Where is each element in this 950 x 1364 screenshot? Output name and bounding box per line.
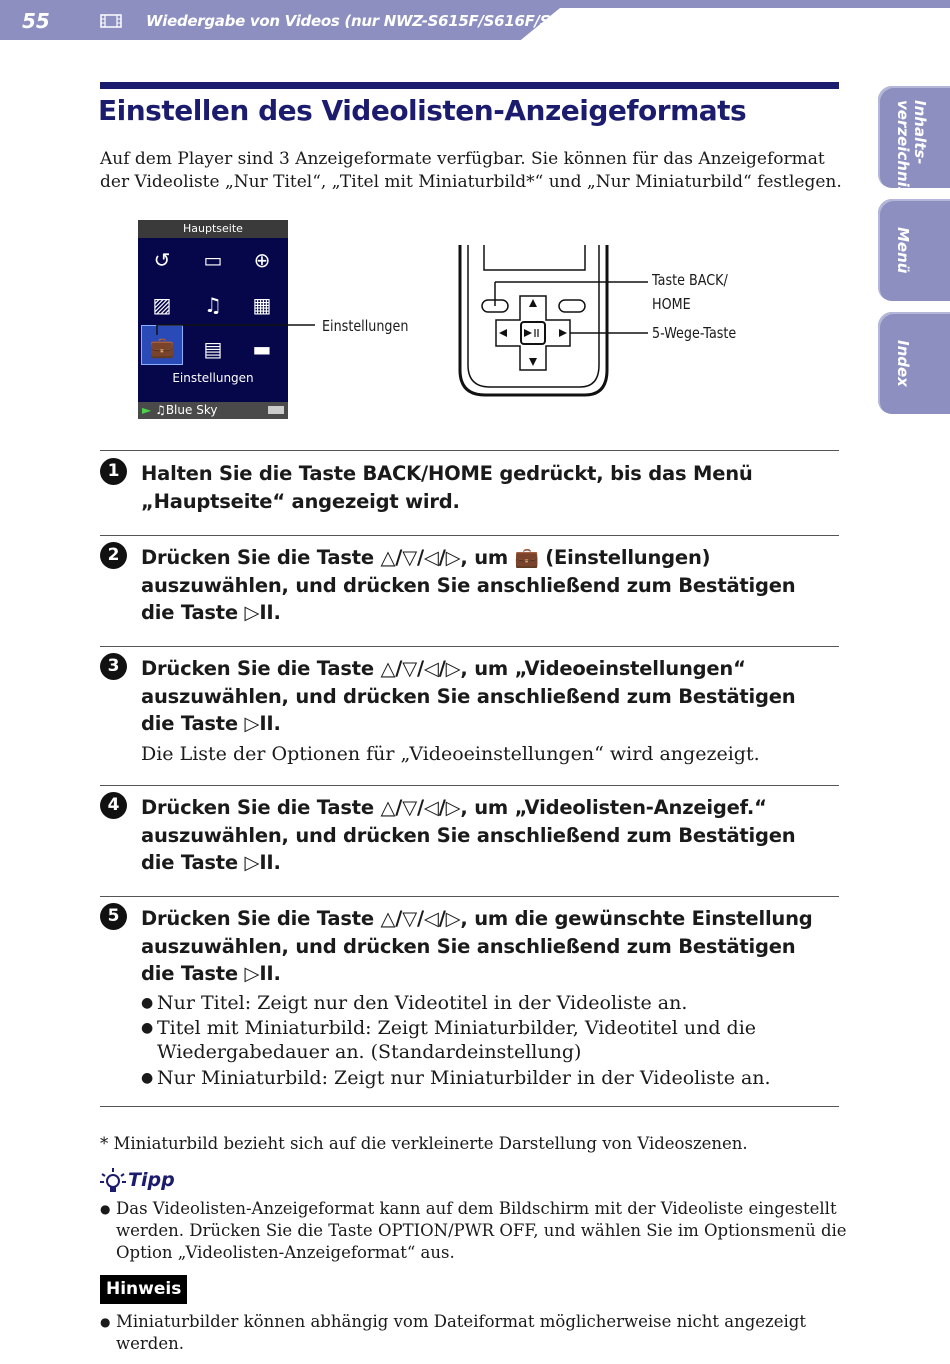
screen-title: Hauptseite bbox=[138, 220, 288, 238]
document-icon: ▤ bbox=[203, 337, 223, 361]
step-number: 3 bbox=[100, 653, 127, 680]
step-text: Halten Sie die Taste BACK/HOME gedrückt, bis das Menü „Hauptseite“ angezeigt wird. bbox=[141, 462, 753, 513]
now-playing-title: Blue Sky bbox=[165, 403, 218, 417]
note-icon: ♫ bbox=[155, 403, 166, 417]
note-label: Hinweis bbox=[100, 1275, 187, 1304]
tip-label: Tipp bbox=[128, 1169, 175, 1191]
step-number: 2 bbox=[100, 542, 127, 569]
list-item: ● Nur Miniaturbild: Zeigt nur Miniaturbilder in der Videoliste an. bbox=[141, 1066, 841, 1091]
fm-radio-icon: ▬ bbox=[252, 337, 272, 361]
callout-back-line2: HOME bbox=[652, 295, 691, 313]
step-divider bbox=[100, 450, 839, 451]
page-number: 55 bbox=[22, 9, 50, 33]
step-text: Drücken Sie die Taste △/▽/◁/▷, um die gewünschte Einstellung auszuwählen, und drücken Sie anschließend zum Bestätigen die Taste ▷II. bbox=[141, 907, 813, 985]
step-number: 4 bbox=[100, 792, 127, 819]
step-divider bbox=[100, 535, 839, 536]
note-text: ● Miniaturbilder können abhängig vom Dateiformat möglicherweise nicht angezeigt werden. bbox=[100, 1311, 856, 1355]
callout-5way: 5-Wege-Taste bbox=[652, 324, 737, 342]
section-divider bbox=[100, 1106, 839, 1107]
tab-index-label: Index bbox=[894, 340, 912, 387]
callout-back-line1: Taste BACK/ bbox=[652, 271, 728, 289]
photo-icon: ▨ bbox=[152, 293, 172, 317]
callout-settings: Einstellungen bbox=[322, 317, 409, 335]
repeat-icon: ↺ bbox=[153, 248, 171, 272]
step-divider bbox=[100, 646, 839, 647]
search-icon: ⊕ bbox=[253, 248, 271, 272]
page-title: Einstellen des Videolisten-Anzeigeformats bbox=[98, 94, 747, 127]
option-list bbox=[141, 991, 841, 1091]
tab-inhaltsverzeichnis-label: Inhalts- verzeichnis bbox=[894, 100, 929, 196]
film-icon: ▦ bbox=[252, 293, 272, 317]
intro-text: Auf dem Player sind 3 Anzeigeformate verfügbar. Sie können für das Anzeigeformat der Videoliste „Nur Titel“, „Titel mit Miniaturbild*“ und „Nur Miniaturbild“ festlegen. bbox=[100, 149, 842, 192]
list-item: ● Titel mit Miniaturbild: Zeigt Miniaturbilder, Videotitel und die Wiedergabedauer an. (Standardeinstellung) bbox=[141, 1016, 841, 1065]
step-note: Die Liste der Optionen für „Videoeinstellungen“ wird angezeigt. bbox=[141, 743, 760, 765]
player-diagram bbox=[0, 0, 950, 460]
step-text: Drücken Sie die Taste △/▽/◁/▷, um „Videoeinstellungen“ auszuwählen, und drücken Sie anschließend zum Bestätigen die Taste ▷II. bbox=[141, 657, 796, 735]
list-item: ● Nur Titel: Zeigt nur den Videotitel in der Videoliste an. bbox=[141, 991, 841, 1016]
step-divider bbox=[100, 785, 839, 786]
music-icon: ♫ bbox=[204, 293, 222, 317]
lightbulb-icon bbox=[100, 1167, 126, 1197]
step-divider bbox=[100, 896, 839, 897]
video-icon: ▭ bbox=[203, 248, 223, 272]
tab-menu-label: Menü bbox=[894, 227, 912, 274]
step-text: Drücken Sie die Taste △/▽/◁/▷, um 💼 (Einstellungen) auszuwählen, und drücken Sie anschließend zum Bestätigen die Taste ▷II. bbox=[141, 546, 796, 624]
step-number: 1 bbox=[100, 458, 127, 485]
tip-text: ● Das Videolisten-Anzeigeformat kann auf dem Bildschirm mit der Videoliste eingestellt werden. Drücken Sie die Taste OPTION/PWR OFF, und wählen Sie im Optionsmenü die Option „Videolisten-Anzeigeformat“ aus. bbox=[100, 1198, 856, 1264]
play-indicator-icon: ► bbox=[142, 403, 152, 417]
toolbox-icon: 💼 bbox=[149, 335, 175, 359]
step-number: 5 bbox=[100, 903, 127, 930]
header-title: Wiedergabe von Videos (nur NWZ-S615F/S616F/S618F) bbox=[146, 12, 598, 30]
step-text: Drücken Sie die Taste △/▽/◁/▷, um „Videolisten-Anzeigef.“ auszuwählen, und drücken Sie anschließend zum Bestätigen die Taste ▷II. bbox=[141, 796, 796, 874]
footnote: * Miniaturbild bezieht sich auf die verkleinerte Darstellung von Videoszenen. bbox=[100, 1134, 748, 1153]
screen-selection-label: Einstellungen bbox=[172, 371, 254, 385]
